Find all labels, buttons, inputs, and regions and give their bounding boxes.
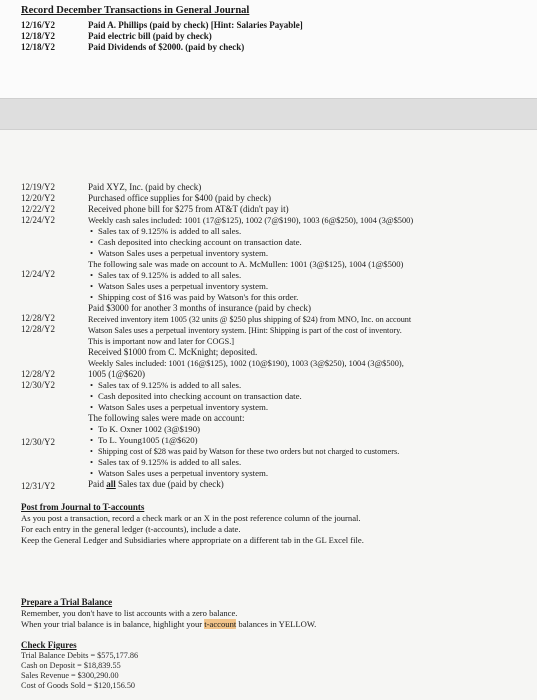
entry-date: 12/18/Y2 (21, 42, 56, 52)
journal-entry (0, 204, 537, 215)
bullet-item: • To K. Oxner 1002 (3@$190) (98, 424, 200, 435)
journal-entry (0, 193, 537, 204)
entry-description: The following sales were made on account: (88, 413, 245, 423)
bullet-item: • Cash deposited into checking account on transaction date. (98, 391, 302, 402)
entry-date: 12/30/Y2 (21, 437, 56, 447)
section-heading-post: Post from Journal to T-accounts (21, 502, 145, 512)
entry-date: 12/28/Y2 (21, 324, 56, 334)
entry-description: The following sale was made on account to A. McMullen: 1001 (3@$125), 1004 (1@$500) (88, 259, 404, 269)
journal-entry (0, 20, 537, 31)
divider (0, 98, 537, 99)
entry-continuation: This is important now and later for COGS.] (88, 337, 235, 346)
bullet-item: • Watson Sales uses a perpetual inventory system. (98, 402, 268, 413)
entry-description: Paid $3000 for another 3 months of insurance (paid by check) (88, 303, 311, 313)
entry-date: 12/22/Y2 (21, 204, 56, 214)
bullet-item: • Cash deposited into checking account on transaction date. (98, 237, 302, 248)
entry-date: 12/18/Y2 (21, 31, 56, 41)
entry-description: Received $1000 from C. McKnight; deposited. (88, 347, 258, 357)
top-section (0, 0, 537, 98)
section-heading-check-figures: Check Figures (21, 640, 77, 650)
journal-entry (0, 182, 537, 193)
entry-description: Paid electric bill (paid by check) (88, 31, 212, 41)
entry-text: Paid (88, 479, 107, 489)
bullet-item: • Sales tax of 9.125% is added to all sales. (98, 226, 241, 237)
entry-date: 12/30/Y2 (21, 380, 56, 390)
entry-date: 12/28/Y2 (21, 369, 56, 379)
entry-description: Weekly cash sales included: 1001 (17@$125), 1002 (7@$190), 1003 (6@$250), 1004 (3@$500) (88, 216, 414, 225)
bullet-item: • To L. Young1005 (1@$620) (98, 435, 198, 446)
check-figure: Cost of Goods Sold = $120,156.50 (21, 681, 136, 690)
entry-description: Paid Dividends of $2000. (paid by check) (88, 42, 245, 52)
entry-date: 12/20/Y2 (21, 193, 56, 203)
entry-continuation: 1005 (1@$620) (88, 369, 146, 379)
journal-entry (0, 215, 537, 226)
section-heading-trial-balance: Prepare a Trial Balance (21, 597, 113, 607)
bullet-item: • Watson Sales uses a perpetual inventory system. (98, 281, 268, 292)
bullet-item: • Sales tax of 9.125% is added to all sales. (98, 457, 241, 468)
entry-description: Received inventory item 1005 (32 units @ $250 plus shipping of $24) from MNO, Inc. on account (88, 315, 412, 324)
journal-entry (0, 479, 537, 490)
entry-date: 12/31/Y2 (21, 481, 56, 491)
entry-description: Weekly Sales included: 1001 (16@$125), 1002 (10@$190), 1003 (3@$250), 1004 (3@$500), (88, 359, 404, 368)
instruction-line: Keep the General Ledger and Subsidiaries where appropriate on a different tab in the GL Excel file. (21, 535, 364, 545)
entry-description: Paid A. Phillips (paid by check) [Hint: Salaries Payable] (88, 20, 303, 30)
check-figure: Cash on Deposit = $18,839.55 (21, 661, 121, 670)
bullet-item: • Sales tax of 9.125% is added to all sales. (98, 270, 241, 281)
entry-description: Received phone bill for $275 from AT&T (didn't pay it) (88, 204, 289, 214)
entry-emphasis: all (106, 479, 116, 489)
entry-date: 12/24/Y2 (21, 215, 56, 225)
entry-description (88, 479, 224, 490)
bullet-item: • Shipping cost of $16 was paid by Watson's for this order. (98, 292, 298, 303)
entry-date: 12/16/Y2 (21, 20, 56, 30)
instruction-text: When your trial balance is in balance, highlight your (21, 619, 205, 629)
page-separator (0, 98, 537, 130)
bullet-item: • Shipping cost of $28 was paid by Watson for these two orders but not charged to customers. (98, 446, 399, 457)
check-figure: Trial Balance Debits = $575,177.86 (21, 651, 139, 660)
instruction-line: As you post a transaction, record a check mark or an X in the post reference column of the journal. (21, 513, 361, 523)
entry-text: Sales tax due (paid by check) (115, 479, 224, 489)
entry-date: 12/19/Y2 (21, 182, 56, 192)
page-title: Record December Transactions in General Journal (21, 5, 250, 16)
entry-date: 12/24/Y2 (21, 269, 56, 279)
journal-entry (0, 31, 537, 42)
check-figure: Sales Revenue = $300,290.00 (21, 671, 119, 680)
entry-continuation: Watson Sales uses a perpetual inventory system. [Hint: Shipping is part of the cost of inventory. (88, 326, 402, 335)
instruction-text: balances in YELLOW. (236, 619, 317, 629)
instruction-line (21, 619, 316, 630)
bullet-item: • Watson Sales uses a perpetual inventory system. (98, 468, 268, 479)
bullet-item: • Sales tax of 9.125% is added to all sales. (98, 380, 241, 391)
entry-date: 12/28/Y2 (21, 313, 56, 323)
journal-entry (0, 42, 537, 53)
instruction-line: Remember, you don't have to list accounts with a zero balance. (21, 608, 238, 618)
instruction-line: For each entry in the general ledger (t-accounts), include a date. (21, 524, 241, 534)
entry-description: Paid XYZ, Inc. (paid by check) (88, 182, 202, 192)
bullet-item: • Watson Sales uses a perpetual inventory system. (98, 248, 268, 259)
entry-description: Purchased office supplies for $400 (paid by check) (88, 193, 272, 203)
highlighted-text: t-account (204, 619, 237, 629)
